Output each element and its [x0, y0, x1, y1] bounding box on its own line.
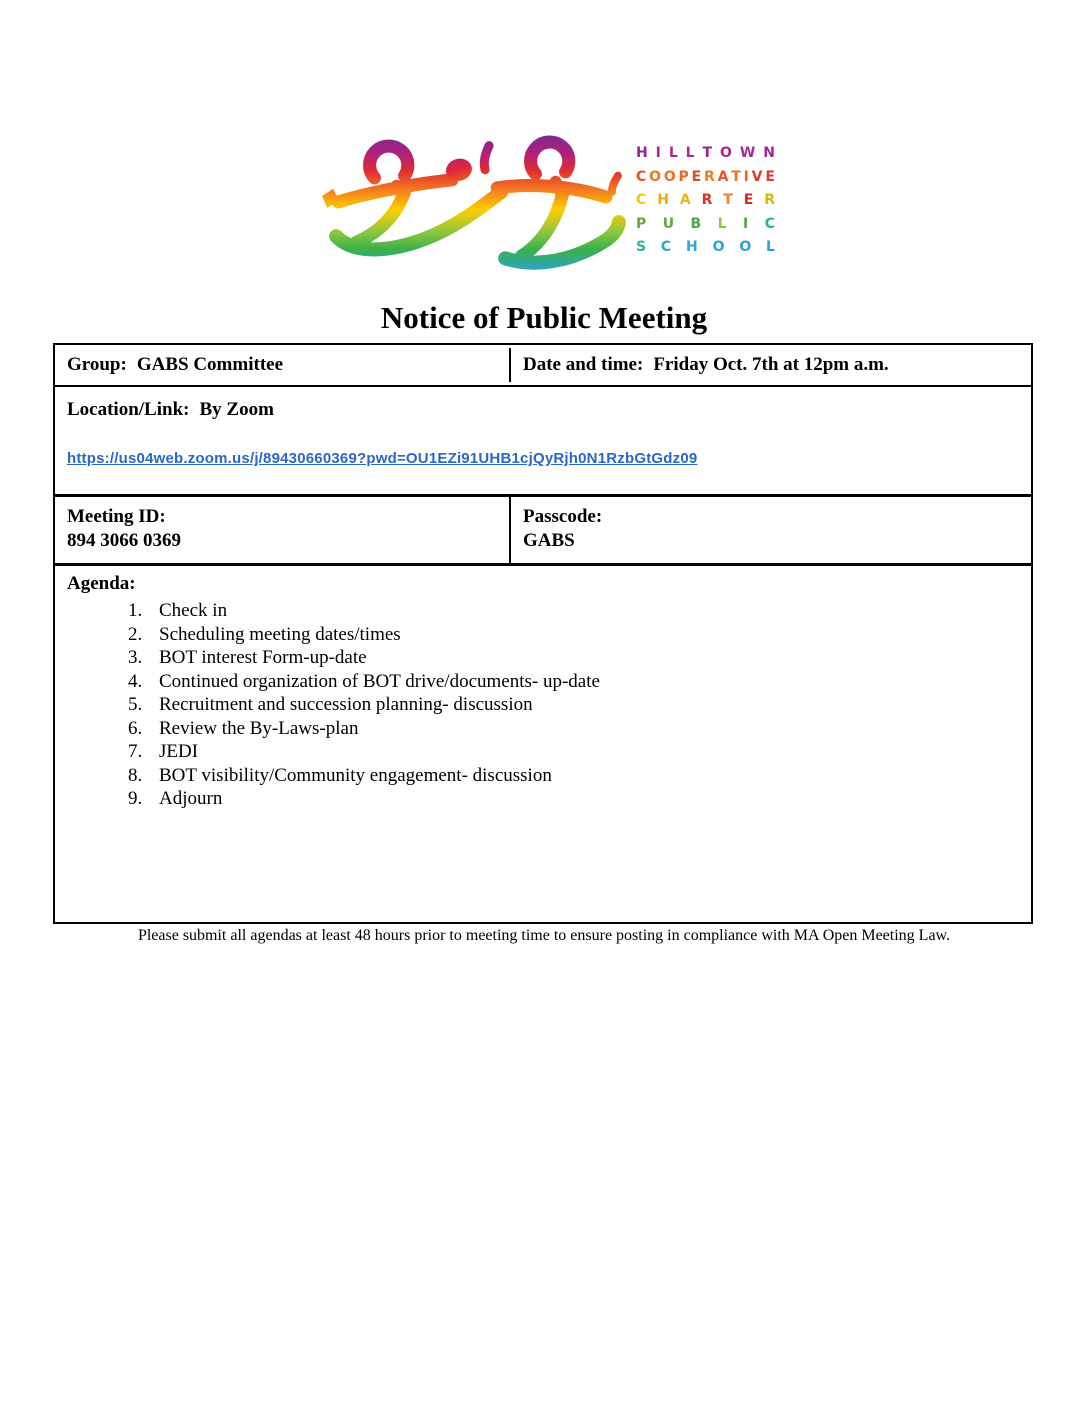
agenda-label: Agenda:: [67, 573, 136, 594]
datetime-value: Friday Oct. 7th at 12pm a.m.: [653, 354, 889, 375]
agenda-item: 1. Check in: [147, 599, 1019, 623]
logo-text-line: H I L L T O W N: [636, 145, 775, 161]
meeting-notice-table: [53, 343, 1033, 924]
location-cell: [55, 387, 1031, 421]
agenda-item: 4. Continued organization of BOT drive/documents- up-date: [147, 670, 1019, 694]
meeting-id-cell: [55, 497, 511, 563]
table-row-group-date: [55, 345, 1031, 387]
logo-text-line: C H A R T E R: [636, 192, 775, 208]
logo-text-line: S C H O O L: [636, 239, 775, 255]
group-label: Group:: [67, 354, 127, 375]
meeting-id-value: 894 3066 0369: [67, 530, 181, 551]
location-label: Location/Link:: [67, 399, 190, 420]
agenda-item: 7. JEDI: [147, 740, 1019, 764]
school-name: [636, 144, 775, 262]
agenda-item: 9. Adjourn: [147, 787, 1019, 811]
agenda-cell: [55, 566, 1031, 819]
open-meeting-law-note: Please submit all agendas at least 48 hours prior to meeting time to ensure posting in compliance with MA Open Meeting Law.: [137, 927, 951, 944]
logo-text-line: P U B L I C: [636, 215, 775, 232]
agenda-item: 3. BOT interest Form-up-date: [147, 646, 1019, 670]
table-row-meeting-id-passcode: [55, 497, 1031, 566]
meeting-id-label: Meeting ID:: [67, 506, 166, 527]
table-row-agenda: [55, 566, 1031, 922]
agenda-item: 8. BOT visibility/Community engagement- discussion: [147, 764, 1019, 788]
zoom-meeting-link[interactable]: https://us04web.zoom.us/j/89430660369?pwd=OU1EZi91UHB1cjQyRjh0N1RzbGtGdz09: [67, 450, 698, 467]
dancing-figures-logo-icon: [308, 133, 630, 275]
table-row-location: [55, 387, 1031, 497]
passcode-label: Passcode:: [523, 506, 603, 527]
agenda-item: 6. Review the By-Laws-plan: [147, 717, 1019, 741]
passcode-cell: [511, 497, 1031, 563]
passcode-value: GABS: [523, 530, 575, 551]
logo-text-line: C O O P E R A T I V E: [636, 168, 775, 185]
datetime-label: Date and time:: [523, 354, 644, 375]
agenda-item: 5. Recruitment and succession planning- discussion: [147, 693, 1019, 717]
group-cell: [55, 348, 511, 382]
datetime-cell: [511, 348, 1031, 382]
agenda-item: 2. Scheduling meeting dates/times: [147, 623, 1019, 647]
agenda-list: [67, 599, 1019, 811]
location-value: By Zoom: [199, 399, 274, 420]
group-value: GABS Committee: [136, 354, 284, 375]
page-title: Notice of Public Meeting: [380, 300, 708, 335]
